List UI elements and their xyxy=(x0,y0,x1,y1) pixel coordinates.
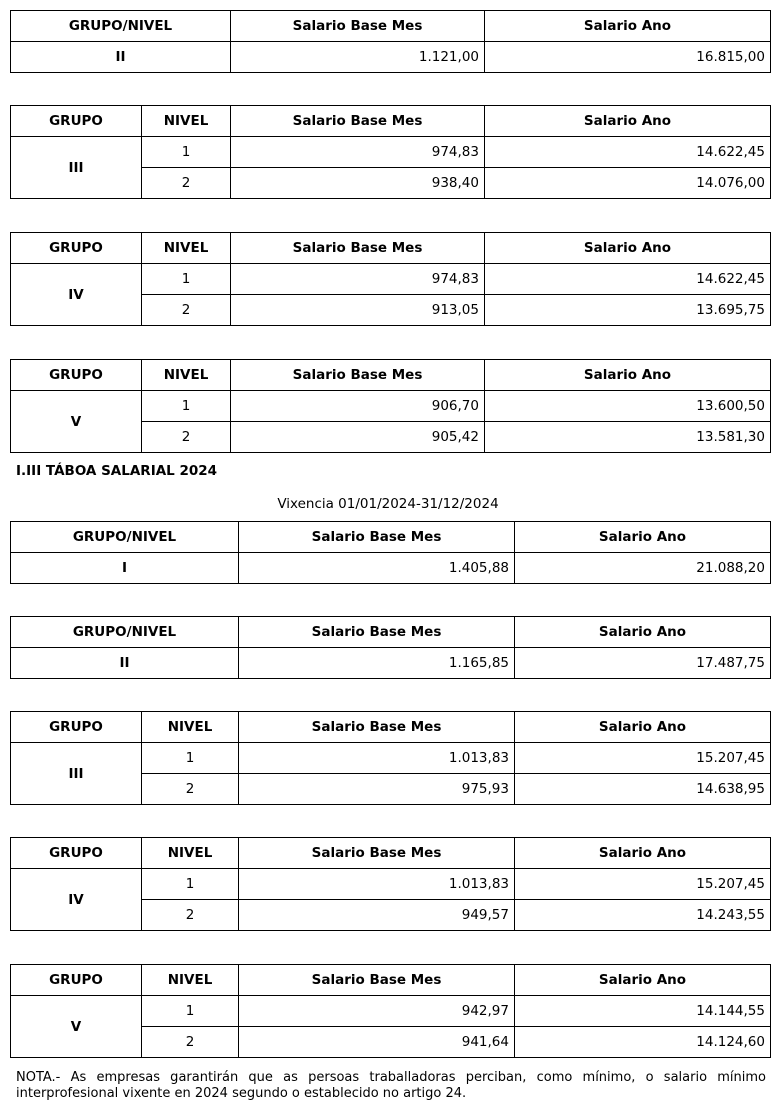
salary-table-2024-group-iii xyxy=(10,711,771,805)
group-cell: I xyxy=(11,553,239,584)
annual-salary-cell: 15.207,45 xyxy=(515,743,771,774)
base-salary-cell: 1.121,00 xyxy=(231,42,485,73)
header-salario-base-mes: Salario Base Mes xyxy=(231,11,485,42)
header-grupo: GRUPO xyxy=(11,712,142,743)
level-cell: 2 xyxy=(142,900,239,931)
salary-table-2023-group-ii xyxy=(10,10,771,73)
section-title: I.III TÁBOA SALARIAL 2024 xyxy=(16,463,218,479)
footnote-line-2: interprofesional vixente en 2024 segundo o establecido no artigo 24. xyxy=(16,1086,467,1101)
base-salary-cell: 906,70 xyxy=(231,391,485,422)
level-cell: 2 xyxy=(142,774,239,805)
annual-salary-cell: 17.487,75 xyxy=(515,648,771,679)
annual-salary-cell: 16.815,00 xyxy=(485,42,771,73)
annual-salary-cell: 14.144,55 xyxy=(515,996,771,1027)
header-grupo-nivel: GRUPO/NIVEL xyxy=(11,522,239,553)
header-salario-ano: Salario Ano xyxy=(485,11,771,42)
base-salary-cell: 942,97 xyxy=(239,996,515,1027)
header-grupo: GRUPO xyxy=(11,838,142,869)
annual-salary-cell: 14.124,60 xyxy=(515,1027,771,1058)
header-grupo-nivel: GRUPO/NIVEL xyxy=(11,11,231,42)
level-cell: 1 xyxy=(142,391,231,422)
table-row xyxy=(11,743,771,774)
group-cell: II xyxy=(11,648,239,679)
level-cell: 2 xyxy=(142,168,231,199)
footnote xyxy=(16,1070,766,1102)
group-cell: II xyxy=(11,42,231,73)
base-salary-cell: 1.013,83 xyxy=(239,743,515,774)
header-salario-base-mes: Salario Base Mes xyxy=(231,106,485,137)
level-cell: 1 xyxy=(142,869,239,900)
table-row xyxy=(11,42,771,73)
group-cell: V xyxy=(11,391,142,453)
header-grupo-nivel: GRUPO/NIVEL xyxy=(11,617,239,648)
header-nivel: NIVEL xyxy=(142,712,239,743)
level-cell: 2 xyxy=(142,1027,239,1058)
base-salary-cell: 1.405,88 xyxy=(239,553,515,584)
base-salary-cell: 974,83 xyxy=(231,137,485,168)
level-cell: 2 xyxy=(142,422,231,453)
header-salario-ano: Salario Ano xyxy=(515,617,771,648)
annual-salary-cell: 13.600,50 xyxy=(485,391,771,422)
group-cell: IV xyxy=(11,869,142,931)
header-grupo: GRUPO xyxy=(11,106,142,137)
table-row xyxy=(11,869,771,900)
annual-salary-cell: 21.088,20 xyxy=(515,553,771,584)
header-salario-base-mes: Salario Base Mes xyxy=(239,965,515,996)
footnote-line-1: NOTA.- As empresas garantirán que as persoas traballadoras perciban, como mínimo, o salario mínimo xyxy=(16,1070,766,1085)
header-salario-base-mes: Salario Base Mes xyxy=(239,522,515,553)
base-salary-cell: 949,57 xyxy=(239,900,515,931)
header-salario-base-mes: Salario Base Mes xyxy=(231,360,485,391)
level-cell: 1 xyxy=(142,264,231,295)
annual-salary-cell: 14.243,55 xyxy=(515,900,771,931)
base-salary-cell: 1.165,85 xyxy=(239,648,515,679)
annual-salary-cell: 14.076,00 xyxy=(485,168,771,199)
header-nivel: NIVEL xyxy=(142,360,231,391)
table-row xyxy=(11,996,771,1027)
group-cell: III xyxy=(11,137,142,199)
annual-salary-cell: 15.207,45 xyxy=(515,869,771,900)
annual-salary-cell: 13.581,30 xyxy=(485,422,771,453)
table-row xyxy=(11,553,771,584)
header-nivel: NIVEL xyxy=(142,233,231,264)
header-grupo: GRUPO xyxy=(11,965,142,996)
validity-period: Vixencia 01/01/2024-31/12/2024 xyxy=(277,496,499,512)
base-salary-cell: 974,83 xyxy=(231,264,485,295)
base-salary-cell: 1.013,83 xyxy=(239,869,515,900)
group-cell: V xyxy=(11,996,142,1058)
header-salario-ano: Salario Ano xyxy=(515,522,771,553)
table-row xyxy=(11,137,771,168)
header-nivel: NIVEL xyxy=(142,838,239,869)
header-salario-ano: Salario Ano xyxy=(515,965,771,996)
header-salario-ano: Salario Ano xyxy=(485,233,771,264)
group-cell: III xyxy=(11,743,142,805)
salary-table-2023-group-iv xyxy=(10,232,771,326)
header-salario-ano: Salario Ano xyxy=(515,712,771,743)
salary-table-2024-group-i xyxy=(10,521,771,584)
level-cell: 1 xyxy=(142,743,239,774)
header-salario-base-mes: Salario Base Mes xyxy=(239,712,515,743)
annual-salary-cell: 13.695,75 xyxy=(485,295,771,326)
table-row xyxy=(11,391,771,422)
header-grupo: GRUPO xyxy=(11,233,142,264)
table-row xyxy=(11,648,771,679)
annual-salary-cell: 14.622,45 xyxy=(485,137,771,168)
salary-table-2024-group-iv xyxy=(10,837,771,931)
annual-salary-cell: 14.622,45 xyxy=(485,264,771,295)
header-salario-ano: Salario Ano xyxy=(515,838,771,869)
base-salary-cell: 975,93 xyxy=(239,774,515,805)
level-cell: 1 xyxy=(142,137,231,168)
group-cell: IV xyxy=(11,264,142,326)
salary-table-2024-group-v xyxy=(10,964,771,1058)
table-row xyxy=(11,264,771,295)
level-cell: 2 xyxy=(142,295,231,326)
level-cell: 1 xyxy=(142,996,239,1027)
header-salario-base-mes: Salario Base Mes xyxy=(239,838,515,869)
header-grupo: GRUPO xyxy=(11,360,142,391)
header-nivel: NIVEL xyxy=(142,106,231,137)
header-nivel: NIVEL xyxy=(142,965,239,996)
base-salary-cell: 938,40 xyxy=(231,168,485,199)
header-salario-base-mes: Salario Base Mes xyxy=(231,233,485,264)
salary-table-2024-group-ii xyxy=(10,616,771,679)
salary-table-2023-group-iii xyxy=(10,105,771,199)
header-salario-ano: Salario Ano xyxy=(485,360,771,391)
base-salary-cell: 941,64 xyxy=(239,1027,515,1058)
base-salary-cell: 913,05 xyxy=(231,295,485,326)
header-salario-base-mes: Salario Base Mes xyxy=(239,617,515,648)
base-salary-cell: 905,42 xyxy=(231,422,485,453)
salary-table-2023-group-v xyxy=(10,359,771,453)
header-salario-ano: Salario Ano xyxy=(485,106,771,137)
annual-salary-cell: 14.638,95 xyxy=(515,774,771,805)
